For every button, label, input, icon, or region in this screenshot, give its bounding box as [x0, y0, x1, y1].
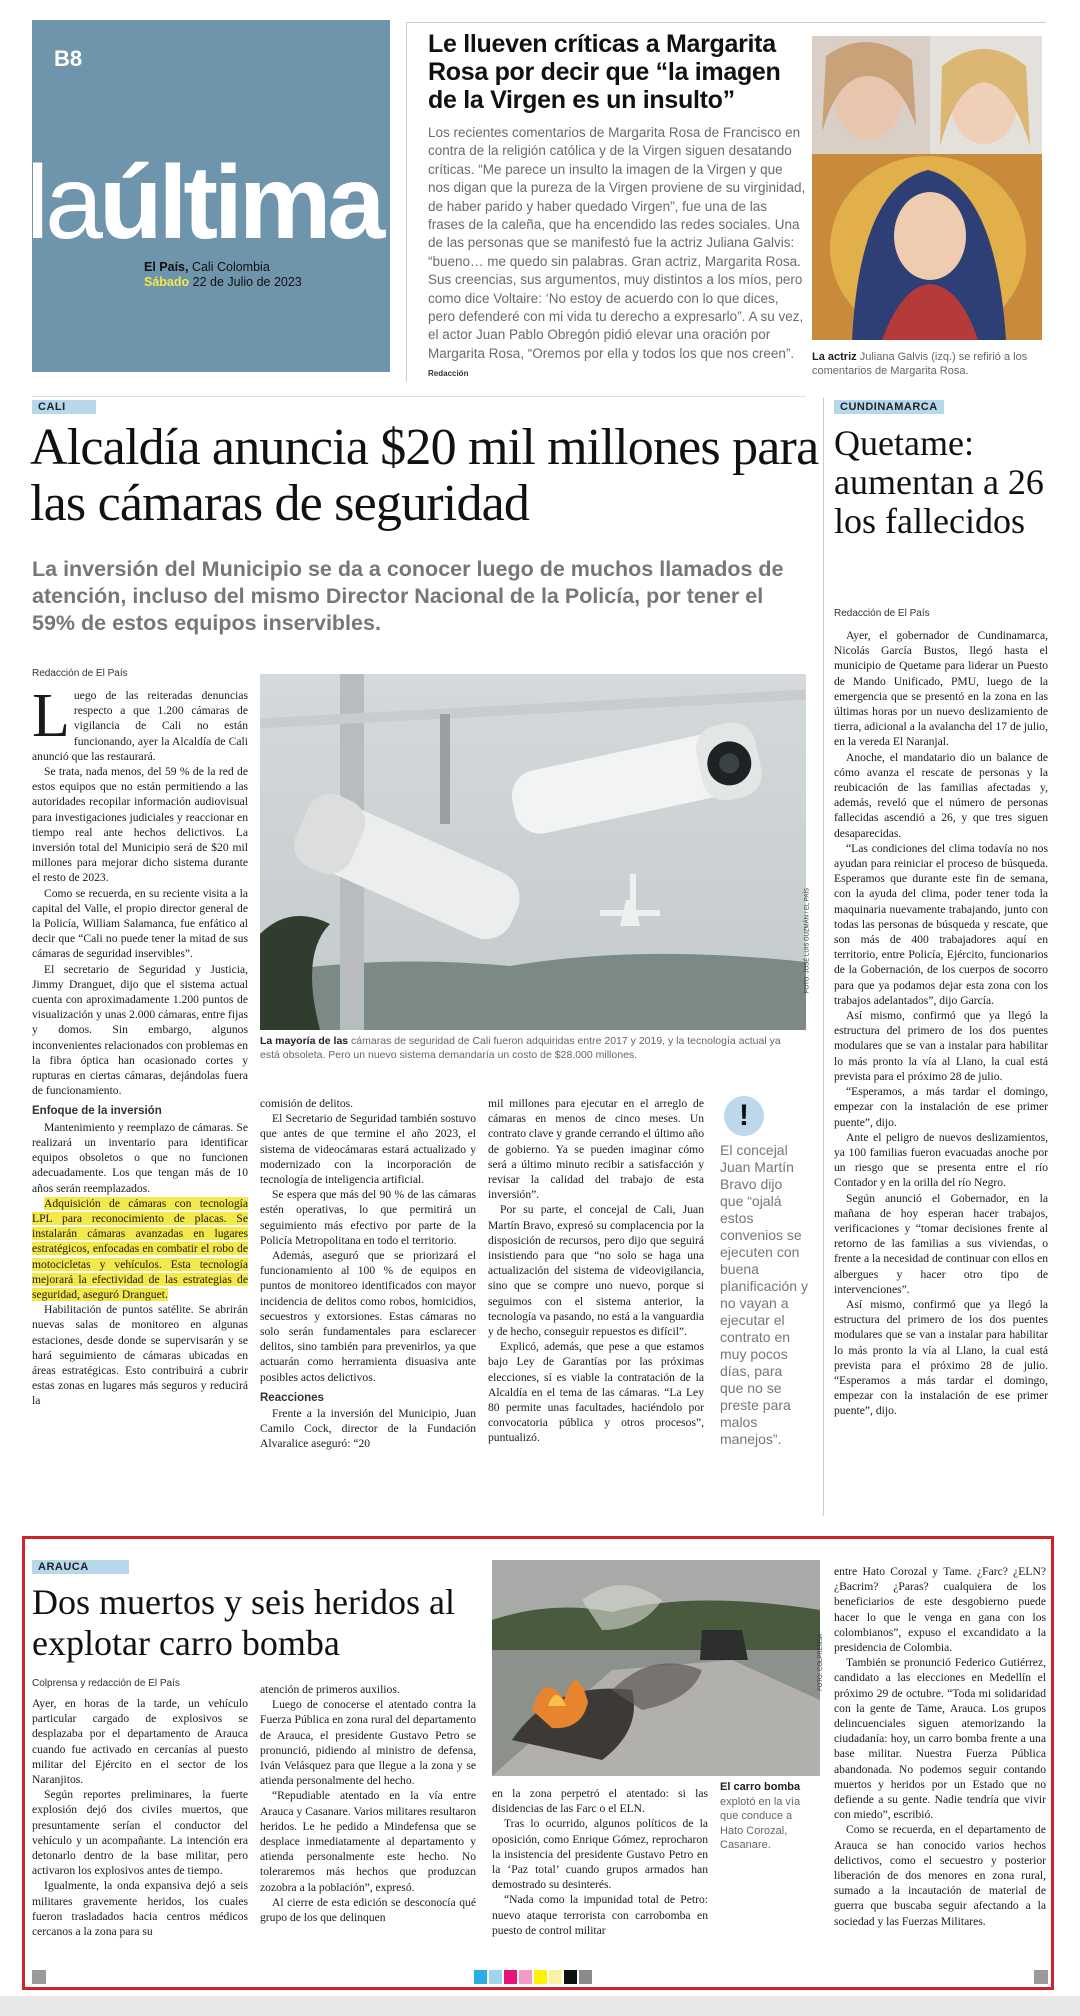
page-bottom-strip: [0, 1996, 1080, 2016]
main-story-topline: [32, 396, 806, 397]
section-tag-arauca: ARAUCA: [32, 1560, 129, 1574]
top-story-topline: [406, 22, 1046, 23]
masthead-title: laúltima: [26, 145, 382, 261]
registration-mark-right: [1034, 1970, 1048, 1984]
main-photo: [260, 674, 810, 1030]
color-swatch-2: [489, 1970, 502, 1984]
bottom-col-3: en la zona perpetró el atentado: si las disidencias de las Farc o el ELN. Tras lo ocurrido, algunos políticos de la oposición, como Enrique Gómez, reprocharon la insistencia del presidente Gustavo Petro en la ‘Paz total’ cuando grupos armados han demostrado su desinterés. “Nada como la impunidad total de Petro: nuevo ataque terrorista con carrobomba en puesto de control militar: [492, 1787, 708, 1937]
section-tag-cundinamarca: CUNDINAMARCA: [834, 400, 944, 414]
color-swatch-8: [579, 1970, 592, 1984]
section-tag-cali: CALI: [32, 400, 96, 414]
top-story-caption: La actriz Juliana Galvis (izq.) se refirió a los comentarios de Margarita Rosa.: [812, 351, 1028, 377]
page-number: B8: [54, 46, 83, 71]
main-col-2: comisión de delitos. El Secretario de Seguridad también sostuvo que antes de que termine el año 2023, el sistema de videocámaras estará actualizado y modernizado con la incorporación de tecnología de inteligencia artificial. Se espera que más del 90 % de las cámaras estén operativas, lo que permitirá un seguimiento más efectivo por parte de la Policía Metropolitana en todo el territorio. Además, aseguró que se priorizará el funcionamiento al 100 % de equipos en puntos de monitoreo identificados con mayor incidencia de delitos como robos, homicidios, secuestros y extorsiones. Estas cámaras no solo serán fundamentales para esclarecer delitos, sino también para prevenirlos, ya que actuarán como herramienta disuasiva ante posibles actos delictivos. Reacciones Frente a la inversión del Municipio, Juan Camilo Cock, director de la Fundación Alvaralice aseguró: “20: [260, 1097, 476, 1451]
dropcap: L: [32, 682, 70, 750]
side-body: Ayer, el gobernador de Cundinamarca, Nicolás García Bustos, llegó hasta el municipio de Quetame para liderar un Puesto de Mando Unificado, PMU, luego de la emergencia que se presentó en la zona en las últimas horas por un nuevo deslizamiento de tierra, adicional a la avalancha del 17 de julio, en la vereda El Naranjal. Anoche, el mandatario dio un balance de cómo avanza el rescate de personas y la reubicación de las familias afectadas y, además, reveló que el número de personas fallecidas ascendió a 26, y que tres siguen desaparecidas. “Las condiciones del clima todavía no nos ayudan para reiniciar el proceso de búsqueda. Esperamos que durante este fin de semana, con la ayuda del clima, poder tener toda la maquinaria nuevamente trabajando, junto con todas las personas de búsqueda y rescate, que son más de 400 trabajadores aquí en territorio, entre Policía, Ejército, funcionarios de la Gobernación, de los cuerpos de socorro para que ya podamos dejar esta zona con los trabajos adelantados”, dijo García. Así mismo, confirmó que ya llegó la estructura del primero de los dos puentes modulares que se van a instalar para habilitar lo más pronto la vía al Llano, la cual está prevista para el próximo 28 de julio. “Esperamos, a más tardar el domingo, empezar con la instalación de ese primer puente”, dijo. Ante el peligro de nuevos deslizamientos, ya 100 familias fueron evacuadas anoche por un riesgo que se presenta entre el río Contador y en la orilla del río Negro. Según anunció el Gobernador, en la mañana de hoy esperan hacer trabajos, verificaciones y “tomar decisiones frente al retorno de las familias a sus viviendas, o frente a la necesidad de continuar con ellos en albergues y hacer otro tipo de intervenciones”. Así mismo, confirmó que ya llegó la estructura del primero de los dos puentes modulares que se van a instalar para habilitar lo más pronto la vía al Llano, la cual está prevista para el próximo 28 de julio. “Esperamos a más tardar el domingo, empezar con la instalación de ese primer puente”, dijo.: [834, 629, 1048, 1418]
bottom-byline: Colprensa y redacción de El País: [32, 1678, 180, 1689]
bottom-col-4: entre Hato Corozal y Tame. ¿Farc? ¿ELN? ¿Bacrim? ¿Paras? cualquiera de los beneficiarios de este desgobierno puede hacer lo que le venga en gana con los colombianos”, expuso el excandidato a la presidencia de Colombia. También se pronunció Federico Gutiérrez, candidato a las elecciones en Medellín el próximo 29 de octubre. “Toda mi solidaridad con la gente de Tame, Arauca. Los grupos delincuenciales siguen atemorizando la ciudadanía: hoy, un carro bomba frente a una base militar. Nuestra Fuerza Pública abandonada. No podemos seguir contando muertos y heridos por un Estado que no defiende a su gente. Nadie tendría que vivir con miedo”, escribió. Como se recuerda, en el departamento de Arauca se han conocido varios hechos delictivos, como el secuestro y posterior liberación de dos menores en zona rural, sumado a la incautación de material de guerra que buscaba seguir afectando a la sociedad y las Fuerzas Militares.: [834, 1565, 1046, 1928]
bottom-photo: [492, 1560, 824, 1776]
actresses-photo: [812, 36, 1042, 340]
side-byline: Redacción de El País: [834, 608, 930, 619]
bottom-col-1: Ayer, en horas de la tarde, un vehículo particular cargado de explosivos se desplazaba por el departamento de Arauca cuando fue activado en cercanías al puesto militar del Ejército en el sector de los Naranjitos. Según reportes preliminares, la fuerte explosión dejó dos civiles muertos, que presuntamente serían el conductor del vehículo y un acompañante. La intención era detonarlo dentro de la base militar, pero activaron los explosivos antes de tiempo. Igualmente, la onda expansiva dejó a seis militares gravemente heridos, los cuales fueron trasladados hacia centros médicos cercanos a la zona para su: [32, 1697, 248, 1939]
side-divider: [823, 398, 824, 1516]
print-color-bar: [474, 1970, 592, 1984]
bottom-photo-credit: FOTO: COLPRENSA: [818, 1634, 824, 1691]
top-story-divider: [406, 22, 407, 382]
bottom-photo-caption: El carro bomba explotó en la vía que conduce a Hato Corozal, Casanare.: [720, 1781, 801, 1851]
main-photo-caption: La mayoría de las cámaras de seguridad de Cali fueron adquiridas entre 2017 y 2019, y la tecnología actual ya está obsoleta. Pero un nuevo sistema demandaría un costo de $28.000 millones.: [260, 1035, 781, 1061]
main-headline: Alcaldía anuncia $20 mil millones para las cámaras de seguridad: [30, 419, 819, 532]
masthead: [26, 20, 390, 372]
top-story-body: Los recientes comentarios de Margarita Rosa de Francisco en contra de la religión católica y de la Virgen siguen desatando críticas. “Me parece un insulto la imagen de la Virgen y que nos digan que la pureza de la Virgen proviene de su virginidad, de haber parido y haber quedado Virgen”, fue una de las frases de la caleña, que ha encendido las redes sociales. Una de las personas que se manifestó fue la actriz Juliana Galvis: “bueno… me quedo sin palabras. Gran actriz, Margarita Rosa. Sus creencias, sus argumentos, muy distintos a los míos, pero como dice Voltaire: ‘No estoy de acuerdo con lo que dices, pero defenderé con mi vida tu derecho a expresarlo”. A su vez, el actor Juan Pablo Obregón pidió elevar una oración por Margarita Rosa, “Oremos por ella y todos los que nos creen”. Redacción: [428, 125, 806, 379]
main-photo-credit: FOTO: JOSÉ LUIS GUZMÁN / EL PAÍS: [804, 888, 810, 994]
color-swatch-1: [474, 1970, 487, 1984]
color-swatch-5: [534, 1970, 547, 1984]
subhead-reacciones: Reacciones: [260, 1391, 324, 1404]
side-headline: Quetame: aumentan a 26 los fallecidos: [834, 423, 1044, 541]
registration-mark-left: [32, 1970, 46, 1984]
car-bomb-photo: [492, 1560, 820, 1776]
main-byline: Redacción de El País: [32, 668, 128, 679]
pull-quote: El concejal Juan Martín Bravo dijo que “ojalá estos convenios se ejecuten con buena planificación y no vayan a ejecutar el contrato en muy pocos días, para que no se preste para malos manejos”.: [720, 1142, 808, 1447]
color-swatch-3: [504, 1970, 517, 1984]
masthead-dateline: El País, Cali Colombia Sábado 22 de Julio de 2023: [144, 260, 302, 289]
top-story-photo: [812, 36, 1042, 340]
subhead-enfoque: Enfoque de la inversión: [32, 1105, 162, 1118]
highlighted-text: Adquisición de cámaras con tecnología LPL para reconocimiento de placas. Se instalarán cámaras avanzadas en lugares estratégicos, enfocadas en combatir el robo de motocicletas y vehículos. Esta tecnología mejorará la efectividad de las estrategias de seguridad, aseguró Dranguet.: [32, 1196, 248, 1301]
bottom-headline: Dos muertos y seis heridos al explotar carro bomba: [32, 1582, 455, 1663]
main-dek: La inversión del Municipio se da a conocer luego de muchos llamados de atención, incluso del mismo Director Nacional de la Policía, por tener el 59% de estos equipos inservibles.: [32, 557, 784, 635]
security-cameras-photo: [260, 674, 806, 1030]
main-col-3: mil millones para ejecutar en el arreglo de cámaras en menos de cinco meses. Un contrato clave y grande cerrando el último año de gobierno. Ya se pueden imaginar cómo será a último minuto recibir a satisfacción y revisar la calidad del trabajo de esta inversión”. Por su parte, el concejal de Cali, Juan Martín Bravo, expresó su complacencia por la disposición de recursos, pero dijo que seguirá insistiendo para que “no solo se haga una actualización del sistema de videovigilancia, sino que se compre uno nuevo, porque si seguimos con el sistema anterior, la tecnología va pasando, no está a la vanguardia y de hecho, conseguir repuestos es difícil”. Explicó, además, que pese a que estamos bajo Ley de Garantías por las próximas elecciones, sí es viable la contratación de la Alcaldía en el tema de las cámaras. “La Ley 80 permite unas facultades, haciéndolo por convocatoria pública y otros procesos”, puntualizó.: [488, 1097, 705, 1445]
bottom-col-2: atención de primeros auxilios. Luego de conocerse el atentado contra la Fuerza Pública en zona rural del departamento de Arauca, el presidente Gustavo Petro se pronunció, pidiendo al ministro de defensa, Iván Velásquez para que llegue a la zona y se atienda personalmente del hecho. “Repudiable atentado en la vía entre Arauca y Casanare. Varios militares resultaron heridos. Le he pedido a Mindefensa que se desplace inmediatamente al departamento y atienda personalmente este hecho. No toleraremos más hechos que produzcan zozobra a la población”, expresó. Al cierre de esta edición se desconocía qué grupo de los que delinquen: [260, 1683, 476, 1925]
main-col-1: Luego de las reiteradas denuncias respecto a que 1.200 cámaras de vigilancia de Cali no están funcionando, ayer la Alcaldía de Cali anunció que las restaurará. Se trata, nada menos, del 59 % de la red de estos equipos que no están permitiendo a las autoridades recopilar información audiovisual para investigaciones judiciales y reaccionar en tiempo real ante hechos delictivos. La inversión total del Municipio será de $20 mil millones para mejorar dicho sistema durante el resto de 2023. Como se recuerda, en su reciente visita a la capital del Valle, el propio director general de la Policía, William Salamanca, fue enfático al decir que “Cali no puede tener la mitad de sus cámaras de seguridad inservibles”. El secretario de Seguridad y Justicia, Jimmy Dranguet, dijo que el sistema actual cuenta con aproximadamente 1.200 puntos de visualización y unas 2.000 cámaras, entre fijas y domos. Sin embargo, algunos inconvenientes relacionados con problemas en la fibra óptica han ocasionado cortes y rupturas en ciertas cámaras, dejándolas fuera de funcionamiento. Enfoque de la inversión Mantenimiento y reemplazo de cámaras. Se realizará un inventario para identificar equipos obsoletos o que no funcionen adecuadamente. Los que tengan más de 10 años serán reemplazados. Adquisición de cámaras con tecnología LPL para reconocimiento de placas. Se instalarán cámaras avanzadas en lugares estratégicos, enfocadas en combatir el robo de motocicletas y vehículos. Esta tecnología mejorará la efectividad de las estrategias de seguridad, aseguró Dranguet. Habilitación de puntos satélite. Se abrirán nuevas salas de monitoreo en algunas estaciones, desde donde se supervisarán y se hará seguimiento de cámaras ubicadas en áreas estratégicas. Esto contribuirá a cubrir estas zonas en lugares más seguros y reducirá la: [32, 682, 248, 1408]
quote-icon: !: [724, 1096, 764, 1136]
top-story-headline: Le llueven críticas a Margarita Rosa por decir que “la imagen de la Virgen es un insulto”: [428, 30, 781, 114]
color-swatch-7: [564, 1970, 577, 1984]
color-swatch-6: [549, 1970, 562, 1984]
color-swatch-4: [519, 1970, 532, 1984]
